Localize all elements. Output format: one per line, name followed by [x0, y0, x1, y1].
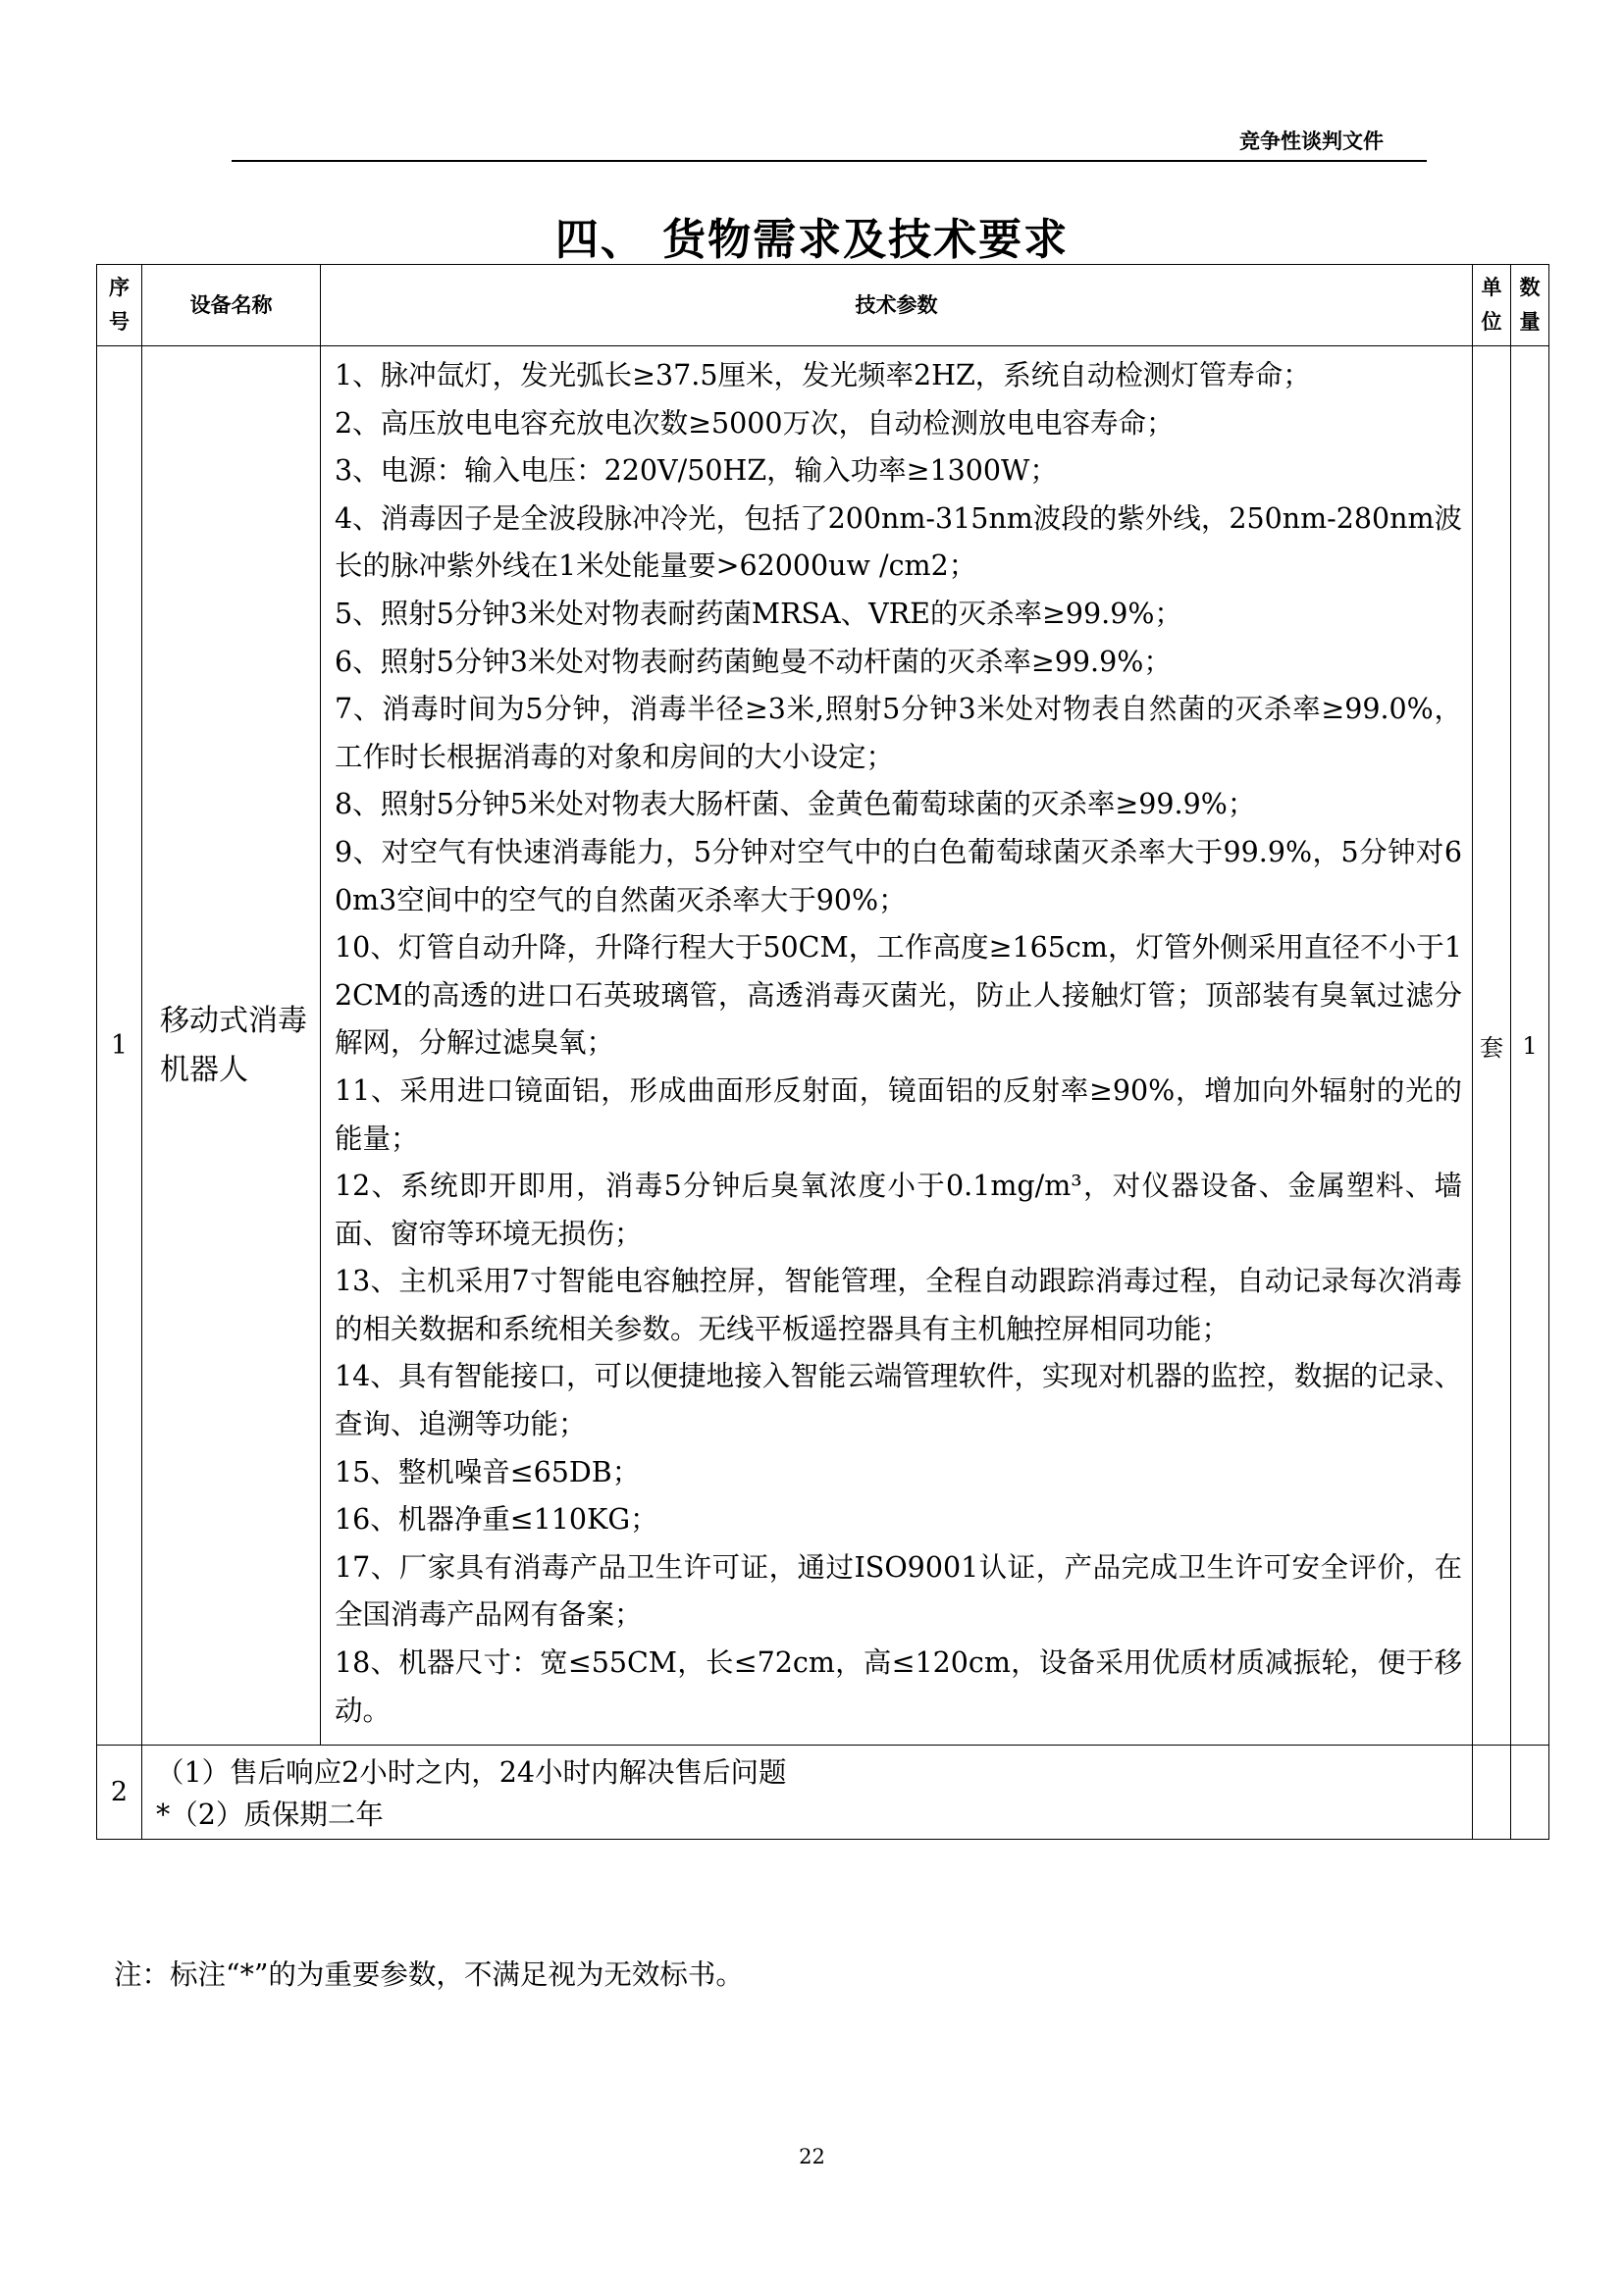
quantity-empty — [1511, 1746, 1549, 1840]
table-row — [97, 1746, 1549, 1840]
service-item: （1）售后响应2小时之内，24小时内解决售后问题 — [156, 1755, 787, 1789]
param-item: 15、整机噪音≤65DB； — [335, 1455, 641, 1488]
row-number: 2 — [97, 1746, 142, 1840]
param-item: 8、照射5分钟5米处对物表大肠杆菌、金黄色葡萄球菌的灭杀率≥99.9%； — [335, 788, 1256, 821]
footnote: 注：标注“*”的为重要参数，不满足视为无效标书。 — [114, 1958, 744, 1991]
param-item: 14、具有智能接口，可以便捷地接入智能云端管理软件，实现对机器的监控，数据的记录、查询、追溯等功能； — [335, 1360, 1462, 1441]
header-no — [97, 265, 142, 346]
table-header-row — [97, 265, 1549, 346]
param-item: 5、照射5分钟3米处对物表耐药菌MRSA、VRE的灭杀率≥99.9%； — [335, 597, 1182, 630]
service-terms — [142, 1746, 1473, 1840]
header-params: 技术参数 — [321, 265, 1473, 346]
param-item: 11、采用进口镜面铝，形成曲面形反射面，镜面铝的反射率≥90%，增加向外辐射的光的能量； — [335, 1073, 1462, 1155]
param-item: 13、主机采用7寸智能电容触控屏，智能管理，全程自动跟踪消毒过程，自动记录每次消毒的相关数据和系统相关参数。无线平板遥控器具有主机触控屏相同功能； — [335, 1265, 1462, 1345]
param-item: 2、高压放电电容充放电次数≥5000万次，自动检测放电电容寿命； — [335, 406, 1175, 440]
param-item: 6、照射5分钟3米处对物表耐药菌鲍曼不动杆菌的灭杀率≥99.9%； — [335, 645, 1172, 678]
param-item: 10、灯管自动升降，升降行程大于50CM，工作高度≥165cm，灯管外侧采用直径不小于12CM的高透的进口石英玻璃管，高透消毒灭菌光，防止人接触灯管；顶部装有臭氧过滤分解网，分解过滤臭氧； — [335, 931, 1462, 1060]
table-row — [97, 346, 1549, 1746]
param-item: 1、脉冲氙灯，发光弧长≥37.5厘米，发光频率2HZ，系统自动检测灯管寿命； — [335, 359, 1311, 391]
requirements-table — [96, 264, 1549, 1840]
header-qty-text: 数量 — [1519, 276, 1541, 334]
row-number: 1 — [97, 346, 142, 1746]
technical-params — [321, 346, 1473, 1746]
param-item: 9、对空气有快速消毒能力，5分钟对空气中的白色葡萄球菌灭杀率大于99.9%，5分钟对60m3空间中的空气的自然菌灭杀率大于90%； — [335, 835, 1462, 916]
document-header: 竞争性谈判文件 — [1239, 130, 1384, 153]
param-item: 4、消毒因子是全波段脉冲冷光，包括了200nm-315nm波段的紫外线，250nm-280nm波长的脉冲紫外线在1米处能量要>62000uw /cm2； — [335, 501, 1463, 583]
quantity-value: 1 — [1511, 346, 1549, 1746]
header-no-text: 序号 — [109, 276, 130, 334]
equipment-name: 移动式消毒机器人 — [142, 346, 321, 1746]
header-unit — [1473, 265, 1511, 346]
param-item: 12、系统即开即用，消毒5分钟后臭氧浓度小于0.1mg/m³，对仪器设备、金属塑料、墙面、窗帘等环境无损伤； — [335, 1170, 1462, 1250]
page-title: 四、 货物需求及技术要求 — [554, 215, 1070, 265]
param-item: 3、电源：输入电压：220V/50HZ，输入功率≥1300W； — [335, 454, 1058, 488]
service-item: *（2）质保期二年 — [156, 1798, 384, 1831]
header-qty — [1511, 265, 1549, 346]
header-name: 设备名称 — [142, 265, 321, 346]
param-item: 18、机器尺寸：宽≤55CM，长≤72cm，高≤120cm，设备采用优质材质减振轮，便于移动。 — [335, 1646, 1462, 1727]
header-unit-text: 单位 — [1481, 276, 1502, 334]
param-item: 17、厂家具有消毒产品卫生许可证，通过ISO9001认证，产品完成卫生许可安全评价，在全国消毒产品网有备案； — [335, 1550, 1462, 1632]
unit-value: 套 — [1473, 346, 1511, 1746]
param-item: 7、消毒时间为5分钟，消毒半径≥3米,照射5分钟3米处对物表自然菌的灭杀率≥99.0%，工作时长根据消毒的对象和房间的大小设定； — [335, 693, 1462, 773]
header-rule — [232, 160, 1427, 162]
param-item: 16、机器净重≤110KG； — [335, 1503, 658, 1537]
page-number: 22 — [799, 2145, 825, 2168]
unit-empty — [1473, 1746, 1511, 1840]
